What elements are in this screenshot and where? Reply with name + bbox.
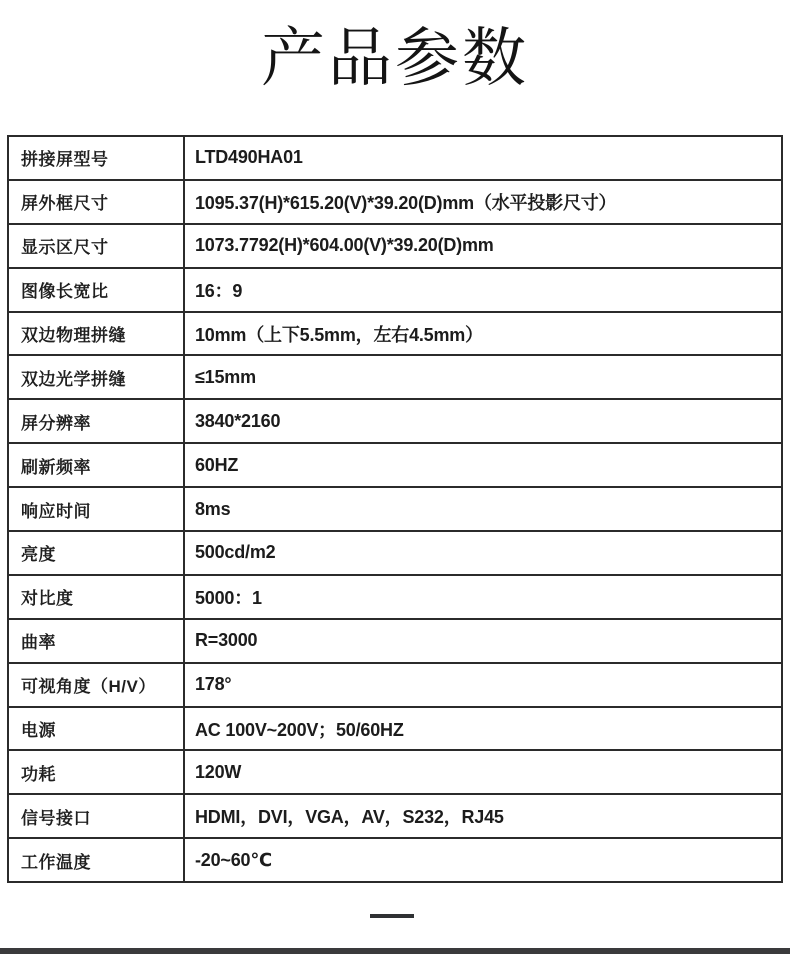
spec-table [7,135,783,883]
spec-value: 500cd/m2 [184,531,782,575]
spec-label: 图像长宽比 [8,268,184,312]
spec-value: 16：9 [184,268,782,312]
spec-value: 10mm（上下5.5mm，左右4.5mm） [184,312,782,356]
table-row [8,180,782,224]
spec-value: R=3000 [184,619,782,663]
spec-label: 功耗 [8,750,184,794]
spec-label: 屏分辨率 [8,399,184,443]
spec-label: 亮度 [8,531,184,575]
spec-value: 1073.7792(H)*604.00(V)*39.20(D)mm [184,224,782,268]
spec-value: 3840*2160 [184,399,782,443]
spec-label: 双边物理拼缝 [8,312,184,356]
table-bottom-notch [370,914,414,918]
spec-value: -20~60℃ [184,838,782,882]
table-row [8,707,782,751]
table-row [8,487,782,531]
spec-value: HDMI，DVI，VGA，AV，S232，RJ45 [184,794,782,838]
spec-label: 对比度 [8,575,184,619]
spec-label: 显示区尺寸 [8,224,184,268]
spec-value: 1095.37(H)*615.20(V)*39.20(D)mm（水平投影尺寸） [184,180,782,224]
spec-label: 拼接屏型号 [8,136,184,180]
table-row [8,312,782,356]
spec-value: 178° [184,663,782,707]
table-row [8,443,782,487]
spec-label: 刷新频率 [8,443,184,487]
table-row [8,268,782,312]
spec-value: ≤15mm [184,355,782,399]
spec-label: 曲率 [8,619,184,663]
table-row [8,575,782,619]
spec-value: LTD490HA01 [184,136,782,180]
table-row [8,224,782,268]
table-row [8,399,782,443]
spec-value: 120W [184,750,782,794]
spec-label: 响应时间 [8,487,184,531]
table-row [8,663,782,707]
spec-label: 信号接口 [8,794,184,838]
table-row [8,619,782,663]
spec-value: 8ms [184,487,782,531]
spec-label: 工作温度 [8,838,184,882]
spec-label: 双边光学拼缝 [8,355,184,399]
table-row [8,136,782,180]
table-row [8,838,782,882]
spec-value: 60HZ [184,443,782,487]
spec-label: 可视角度（H/V） [8,663,184,707]
table-row [8,750,782,794]
page-title: 产品参数 [261,22,529,94]
spec-label: 电源 [8,707,184,751]
table-row [8,355,782,399]
spec-value: 5000：1 [184,575,782,619]
bottom-section-bar [0,948,790,954]
table-row [8,531,782,575]
table-row [8,794,782,838]
spec-value: AC 100V~200V；50/60HZ [184,707,782,751]
spec-label: 屏外框尺寸 [8,180,184,224]
